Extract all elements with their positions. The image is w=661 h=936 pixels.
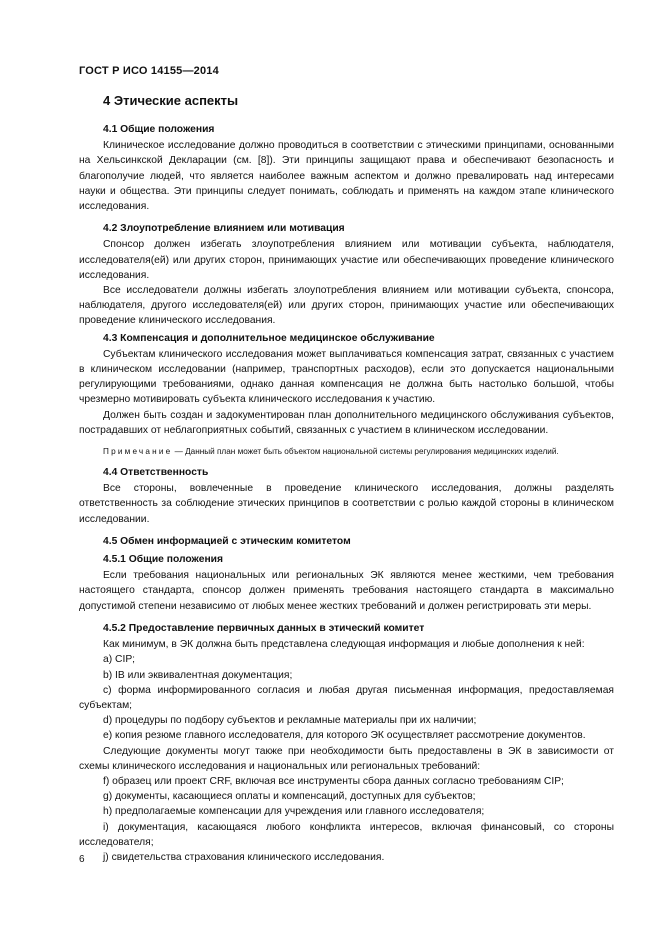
list-item-f: f) образец или проект CRF, включая все инструменты сбора данных согласно требованиям CIP; (103, 775, 564, 787)
section-4-5-2-intro-2: Следующие документы могут также при необходимости быть предоставлены в ЭК в зависимости от схемы клинического исследования и национальных или региональных требований: (79, 745, 614, 772)
section-4-5-1-title: 4.5.1 Общие положения (103, 554, 223, 566)
list-item-c: c) форма информированного согласия и любая другая письменная информация, предоставляемая субъектам; (79, 684, 614, 711)
list-item-b: b) IB или эквивалентная документация; (103, 669, 293, 681)
section-4-4-title: 4.4 Ответственность (103, 467, 209, 479)
section-4-1-paragraph: Клиническое исследование должно проводиться в соответствии с этическими принципами, основанными на Хельсинкской Декларации (см. [8]). Эти принципы защищают права и обеспечивают безопасность и благополучие людей, что является наиболее важным аспектом и должно превалировать над интересами науки и общества. Эти принципы следует понимать, соблюдать и применять на каждом этапе клинического исследования. (79, 140, 614, 213)
section-4-5-2-title: 4.5.2 Предоставление первичных данных в этический комитет (103, 622, 425, 634)
section-4-5-1-paragraph: Если требования национальных или региональных ЭК являются менее жесткими, чем требования настоящего стандарта, спонсор должен применять требования настоящего стандарта в максимально допустимой степени независимо от любых менее жестких требований и должен регистрировать эти меры. (79, 570, 614, 612)
standard-header: ГОСТ Р ИСО 14155—2014 (79, 65, 219, 77)
section-4-4-paragraph: Все стороны, вовлеченные в проведение клинического исследования, должны разделять ответственность за соблюдение этических принципов в соответствии с ролью каждой стороны в клиническом исследовании. (79, 483, 614, 525)
list-item-i: i) документация, касающаяся любого конфликта интересов, включая финансовый, со стороны исследователя; (79, 821, 614, 848)
list-item-e: e) копия резюме главного исследователя, для которого ЭК осуществляет рассмотрение документов. (103, 730, 586, 742)
section-4-3-paragraph-2: Должен быть создан и задокументирован план дополнительного медицинского обслуживания субъектов, пострадавших от неблагоприятных событий, связанных с участием в клиническом исследовании. (79, 409, 614, 436)
section-4-title: 4 Этические аспекты (103, 93, 239, 108)
list-item-d: d) процедуры по подбору субъектов и рекламные материалы при их наличии; (103, 715, 477, 727)
section-4-3-title: 4.3 Компенсация и дополнительное медицинское обслуживание (103, 332, 435, 344)
list-item-a: a) CIP; (103, 654, 136, 666)
list-item-h: h) предполагаемые компенсации для учреждения или главного исследователя; (103, 806, 485, 818)
section-4-5-2-intro: Как минимум, в ЭК должна быть представлена следующая информация и любые дополнения к ней: (103, 639, 585, 651)
section-4-1-title: 4.1 Общие положения (103, 124, 215, 135)
section-4-2-title: 4.2 Злоупотребление влиянием или мотивация (103, 223, 345, 235)
note-text: — Данный план может быть объектом национальной системы регулирования медицинских изделий. (172, 447, 559, 457)
section-4-2-paragraph-2: Все исследователи должны избегать злоупотребления влиянием или мотивации субъекта, спонсора, наблюдателя, другого исследователя(ей) или других сторон, принимающих участие или обеспечивающих проведение клинического исследования. (79, 285, 614, 327)
section-4-3-note (79, 445, 614, 458)
page-number: 6 (79, 854, 85, 865)
document-body (79, 92, 614, 865)
note-label: Примечание (103, 447, 173, 457)
section-4-2-paragraph-1: Спонсор должен избегать злоупотребления влиянием или мотивации субъекта, наблюдателя, исследователя(ей) или других сторон, принимающих участие или обеспечивающих проведение клинического исследования. (79, 239, 614, 281)
list-item-g: g) документы, касающиеся оплаты и компенсаций, доступных для субъектов; (103, 791, 476, 803)
list-item-j: j) свидетельства страхования клинического исследования. (103, 851, 385, 863)
section-4-5-title: 4.5 Обмен информацией с этическим комитетом (103, 535, 351, 547)
section-4-3-paragraph-1: Субъектам клинического исследования может выплачиваться компенсация затрат, связанных с участием в клиническом исследовании (например, транспортных расходов), если это допускается национальными регулирующими требованиями, однако данная компенсация не должна быть настолько большой, чтобы чрезмерно мотивировать субъекта клинического исследования к участию. (79, 348, 614, 406)
